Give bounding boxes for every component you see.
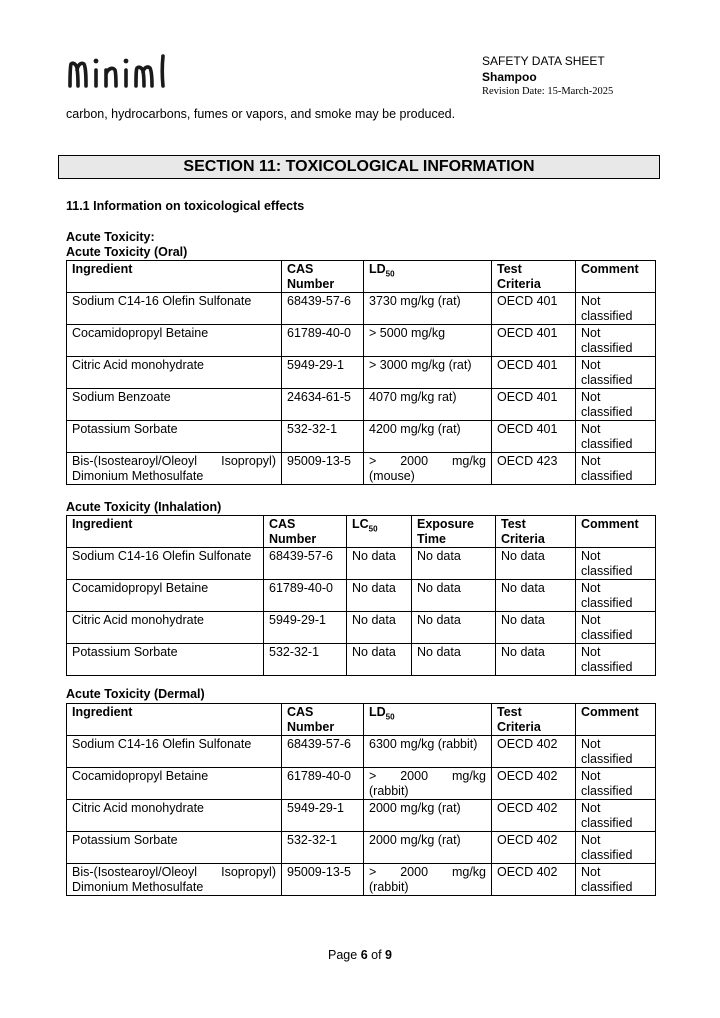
comment-cell: Not classified <box>576 421 656 453</box>
cas-cell: 24634-61-5 <box>282 389 364 421</box>
comment-cell: Not classified <box>576 293 656 325</box>
table-row <box>67 293 656 325</box>
col-comment: Comment <box>576 261 656 293</box>
col-ingredient: Ingredient <box>67 704 282 736</box>
comment-cell: Not classified <box>576 736 656 768</box>
exposure-cell: No data <box>412 612 496 644</box>
test-cell: No data <box>496 612 576 644</box>
revision-date: Revision Date: 15-March-2025 <box>482 86 614 97</box>
lc50-cell: No data <box>347 580 412 612</box>
document-header <box>482 53 613 99</box>
col-exposure: Exposure Time <box>412 516 496 548</box>
test-cell: OECD 423 <box>492 453 576 485</box>
ld50-cell: 4200 mg/kg (rat) <box>364 421 492 453</box>
cas-cell: 532-32-1 <box>282 421 364 453</box>
comment-cell: Not classified <box>576 357 656 389</box>
ld50-cell: 2000 mg/kg (rat) <box>364 832 492 864</box>
cas-cell: 61789-40-0 <box>264 580 347 612</box>
exposure-cell: No data <box>412 580 496 612</box>
table-row <box>67 548 656 580</box>
ld50-cell: > 2000 mg/kg (rabbit) <box>364 864 492 896</box>
col-test: Test Criteria <box>492 704 576 736</box>
cas-cell: 95009-13-5 <box>282 864 364 896</box>
col-test: Test Criteria <box>496 516 576 548</box>
col-cas: CAS Number <box>282 704 364 736</box>
table-row <box>67 800 656 832</box>
col-ld50: $LD_{50}$ <box>364 704 492 736</box>
table-header-row <box>67 516 656 548</box>
ld50-cell: 3730 mg/kg (rat) <box>364 293 492 325</box>
inhalation-table-title: Acute Toxicity (Inhalation) <box>66 500 222 514</box>
test-cell: OECD 402 <box>492 736 576 768</box>
table-row <box>67 832 656 864</box>
test-cell: OECD 401 <box>492 389 576 421</box>
comment-cell: Not classified <box>576 580 656 612</box>
ld50-cell: 2000 mg/kg (rat) <box>364 800 492 832</box>
exposure-cell: No data <box>412 548 496 580</box>
intro-text: carbon, hydrocarbons, fumes or vapors, and smoke may be produced. <box>66 107 456 121</box>
col-comment: Comment <box>576 516 656 548</box>
doc-type: SAFETY DATA SHEET <box>482 54 605 68</box>
ingredient-cell: Sodium C14-16 Olefin Sulfonate <box>67 736 282 768</box>
ingredient-cell: Citric Acid monohydrate <box>67 612 264 644</box>
table-header-row <box>67 261 656 293</box>
ingredient-cell: Bis-(Isostearoyl/Oleoyl Isopropyl) Dimonium Methosulfate <box>67 453 282 485</box>
comment-cell: Not classified <box>576 453 656 485</box>
col-ld50: $LD_{50}$ <box>364 261 492 293</box>
ingredient-cell: Potassium Sorbate <box>67 644 264 676</box>
cas-cell: 5949-29-1 <box>264 612 347 644</box>
ingredient-cell: Sodium Benzoate <box>67 389 282 421</box>
comment-cell: Not classified <box>576 800 656 832</box>
col-test: Test Criteria <box>492 261 576 293</box>
lc50-cell: No data <box>347 644 412 676</box>
table-header-row <box>67 704 656 736</box>
acute-toxicity-label: Acute Toxicity: <box>66 230 155 244</box>
col-lc50: $LC_{50}$ <box>347 516 412 548</box>
cas-cell: 5949-29-1 <box>282 357 364 389</box>
dermal-toxicity-table <box>66 703 656 896</box>
comment-cell: Not classified <box>576 548 656 580</box>
test-cell: OECD 402 <box>492 864 576 896</box>
comment-cell: Not classified <box>576 389 656 421</box>
ingredient-cell: Potassium Sorbate <box>67 832 282 864</box>
ld50-cell: > 2000 mg/kg (mouse) <box>364 453 492 485</box>
product-name: Shampoo <box>482 70 537 84</box>
table-row <box>67 612 656 644</box>
ingredient-cell: Potassium Sorbate <box>67 421 282 453</box>
test-cell: No data <box>496 644 576 676</box>
miniml-logo <box>66 52 178 92</box>
table-row <box>67 325 656 357</box>
ingredient-cell: Citric Acid monohydrate <box>67 357 282 389</box>
table-row <box>67 357 656 389</box>
inhalation-toxicity-table <box>66 515 656 676</box>
cas-cell: 68439-57-6 <box>282 293 364 325</box>
cas-cell: 68439-57-6 <box>282 736 364 768</box>
section-title: SECTION 11: TOXICOLOGICAL INFORMATION <box>58 155 660 179</box>
cas-cell: 532-32-1 <box>282 832 364 864</box>
comment-cell: Not classified <box>576 832 656 864</box>
col-cas: CAS Number <box>282 261 364 293</box>
table-row <box>67 768 656 800</box>
test-cell: No data <box>496 548 576 580</box>
ld50-cell: > 5000 mg/kg <box>364 325 492 357</box>
ingredient-cell: Cocamidopropyl Betaine <box>67 768 282 800</box>
ingredient-cell: Cocamidopropyl Betaine <box>67 580 264 612</box>
subsection-heading: 11.1 Information on toxicological effects <box>66 199 305 213</box>
ingredient-cell: Sodium C14-16 Olefin Sulfonate <box>67 293 282 325</box>
table-row <box>67 644 656 676</box>
cas-cell: 61789-40-0 <box>282 325 364 357</box>
ingredient-cell: Sodium C14-16 Olefin Sulfonate <box>67 548 264 580</box>
test-cell: OECD 402 <box>492 800 576 832</box>
ingredient-cell: Cocamidopropyl Betaine <box>67 325 282 357</box>
lc50-cell: No data <box>347 548 412 580</box>
cas-cell: 5949-29-1 <box>282 800 364 832</box>
table-row <box>67 389 656 421</box>
ingredient-cell: Bis-(Isostearoyl/Oleoyl Isopropyl) Dimonium Methosulfate <box>67 864 282 896</box>
comment-cell: Not classified <box>576 325 656 357</box>
ld50-cell: > 3000 mg/kg (rat) <box>364 357 492 389</box>
col-cas: CAS Number <box>264 516 347 548</box>
acute-toxicity-titles <box>66 230 187 260</box>
cas-cell: 95009-13-5 <box>282 453 364 485</box>
ingredient-cell: Citric Acid monohydrate <box>67 800 282 832</box>
oral-toxicity-table <box>66 260 656 485</box>
table-row <box>67 864 656 896</box>
exposure-cell: No data <box>412 644 496 676</box>
comment-cell: Not classified <box>576 612 656 644</box>
oral-table-title: Acute Toxicity (Oral) <box>66 245 188 259</box>
comment-cell: Not classified <box>576 644 656 676</box>
dermal-table-title: Acute Toxicity (Dermal) <box>66 687 205 701</box>
col-ingredient: Ingredient <box>67 261 282 293</box>
test-cell: OECD 401 <box>492 293 576 325</box>
col-comment: Comment <box>576 704 656 736</box>
test-cell: No data <box>496 580 576 612</box>
table-row <box>67 421 656 453</box>
ld50-cell: 6300 mg/kg (rabbit) <box>364 736 492 768</box>
comment-cell: Not classified <box>576 768 656 800</box>
table-row <box>67 736 656 768</box>
test-cell: OECD 402 <box>492 832 576 864</box>
cas-cell: 532-32-1 <box>264 644 347 676</box>
ld50-cell: > 2000 mg/kg (rabbit) <box>364 768 492 800</box>
test-cell: OECD 401 <box>492 357 576 389</box>
lc50-cell: No data <box>347 612 412 644</box>
test-cell: OECD 401 <box>492 325 576 357</box>
test-cell: OECD 402 <box>492 768 576 800</box>
table-row <box>67 580 656 612</box>
cas-cell: 68439-57-6 <box>264 548 347 580</box>
col-ingredient: Ingredient <box>67 516 264 548</box>
comment-cell: Not classified <box>576 864 656 896</box>
cas-cell: 61789-40-0 <box>282 768 364 800</box>
table-row <box>67 453 656 485</box>
page-number: Page 6 of 9 <box>328 948 392 962</box>
test-cell: OECD 401 <box>492 421 576 453</box>
ld50-cell: 4070 mg/kg rat) <box>364 389 492 421</box>
